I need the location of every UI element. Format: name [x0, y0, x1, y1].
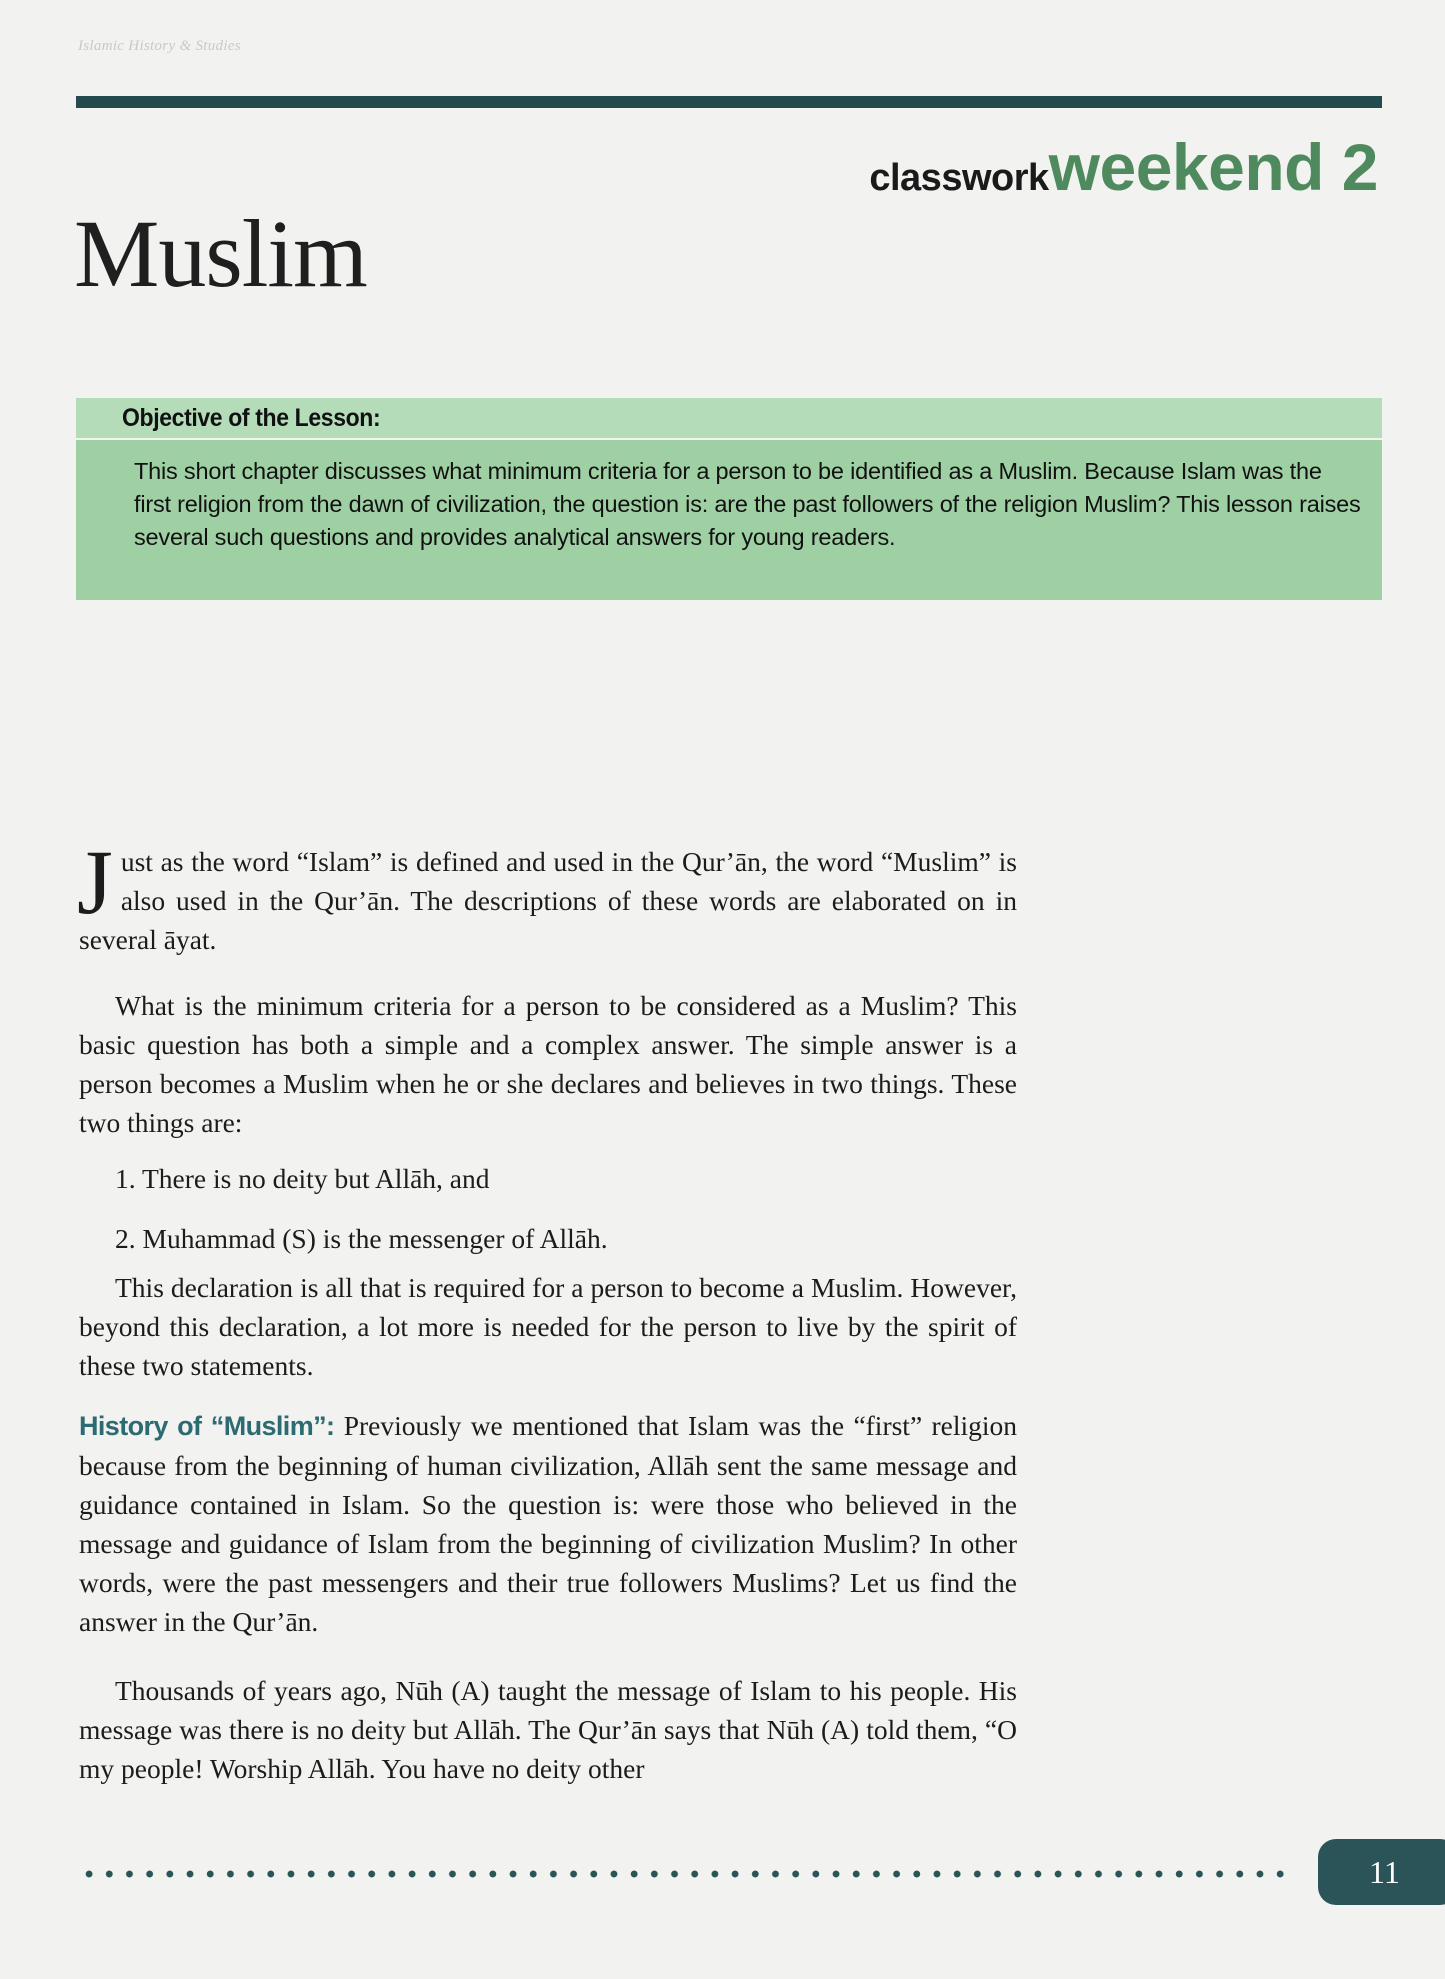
intro-text: ust as the word “Islam” is defined and used in the Qur’ān, the word “Muslim” is also used in the Qur’ān. The descriptions of these words are elaborated on in several āyat.	[79, 846, 1017, 955]
classwork-label: classwork	[869, 157, 1049, 199]
nuh-paragraph: Thousands of years ago, Nūh (A) taught the message of Islam to his people. His message was there is no deity but Allāh. The Qur’ān says that Nūh (A) told them, “O my people! Worship Allāh. You have no deity other	[79, 1675, 1017, 1784]
page-title: Muslim	[74, 200, 367, 307]
objective-heading: Objective of the Lesson:	[122, 404, 381, 432]
drop-cap: J	[77, 831, 113, 933]
declaration-paragraph: This declaration is all that is required for a person to become a Muslim. However, beyond this declaration, a lot more is needed for the person to live by the spirit of these two statements.	[79, 1272, 1017, 1381]
objective-text: This short chapter discusses what minimum criteria for a person to be identified as a Muslim. Because Islam was the first religion from the dawn of civilization, the question is: are the past followers of the religion Muslim? This lesson raises several such questions and provides analytical answers for young readers.	[134, 458, 1361, 550]
section-label	[869, 130, 1378, 204]
page-number: 11	[1318, 1839, 1445, 1905]
criteria-paragraph: What is the minimum criteria for a person to be considered as a Muslim? This basic question has both a simple and a complex answer. The simple answer is a person becomes a Muslim when he or she declares and believes in two things. These two things are:	[79, 990, 1017, 1138]
history-heading: History of “Muslim”:	[79, 1411, 335, 1441]
objective-box	[76, 398, 1382, 600]
history-text: Previously we mentioned that Islam was the “first” religion because from the beginning of human civilization, Allāh sent the same message and guidance contained in Islam. So the question is: were those who believed in the message and guidance of Islam from the beginning of civilization Muslim? In other words, were the past messengers and their true followers Muslims? Let us find the answer in the Qur’ān.	[79, 1410, 1018, 1637]
top-rule	[76, 96, 1382, 108]
intro-paragraph	[77, 831, 1017, 959]
objective-header	[76, 398, 1382, 440]
weekend-label: weekend 2	[1048, 130, 1378, 204]
history-paragraph	[79, 1406, 1017, 1641]
footer-dots	[79, 1866, 1291, 1882]
article-body	[77, 831, 1018, 1788]
list-item: 2. Muhammad (S) is the messenger of Allāh.	[115, 1223, 608, 1254]
list-item: 1. There is no deity but Allāh, and	[115, 1163, 490, 1194]
running-header: Islamic History & Studies	[78, 38, 241, 54]
